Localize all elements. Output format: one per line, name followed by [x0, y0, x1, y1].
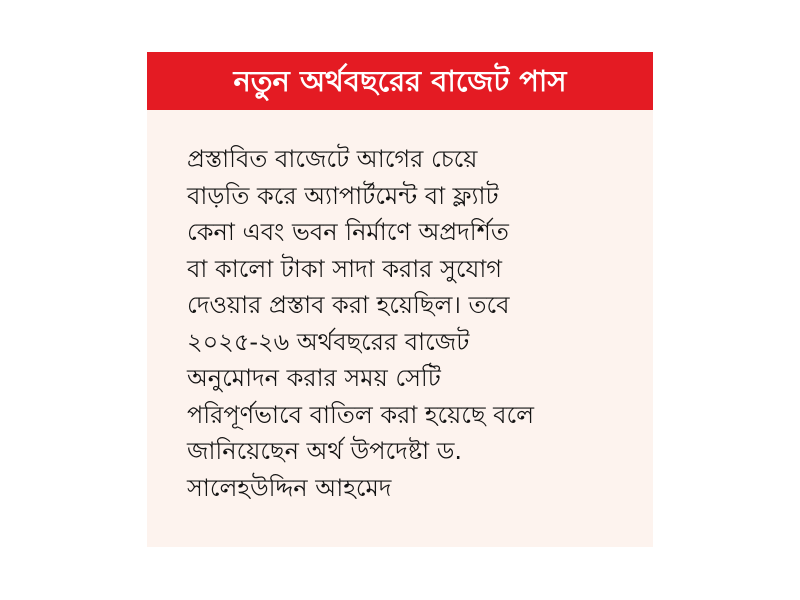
card-header: [147, 52, 653, 110]
body-line: প্রস্তাবিত বাজেটে আগের চেয়ে: [187, 145, 478, 173]
body-line: ২০২৫-২৬ অর্থবছরের বাজেট: [187, 327, 470, 356]
body-line: বাড়তি করে অ্যাপার্টমেন্ট বা ফ্ল্যাট: [187, 181, 499, 210]
body-line: কেনা এবং ভবন নির্মাণে অপ্রদর্শিত: [187, 218, 509, 246]
body-line: বা কালো টাকা সাদা করার সুযোগ: [187, 254, 503, 283]
body-line: পরিপূর্ণভাবে বাতিল করা হয়েছে বলে: [187, 400, 535, 429]
body-line: জানিয়েছেন অর্থ উপদেষ্টা ড.: [187, 437, 463, 465]
card-title: নতুন অর্থবছরের বাজেট পাস: [233, 63, 567, 98]
body-line: দেওয়ার প্রস্তাব করা হয়েছিল। তবে: [187, 291, 510, 319]
news-card: [147, 52, 653, 547]
body-line: সালেহউদ্দিন আহমেদ: [187, 473, 392, 502]
card-body: [187, 141, 627, 506]
body-line: অনুমোদন করার সময় সেটি: [187, 364, 441, 392]
